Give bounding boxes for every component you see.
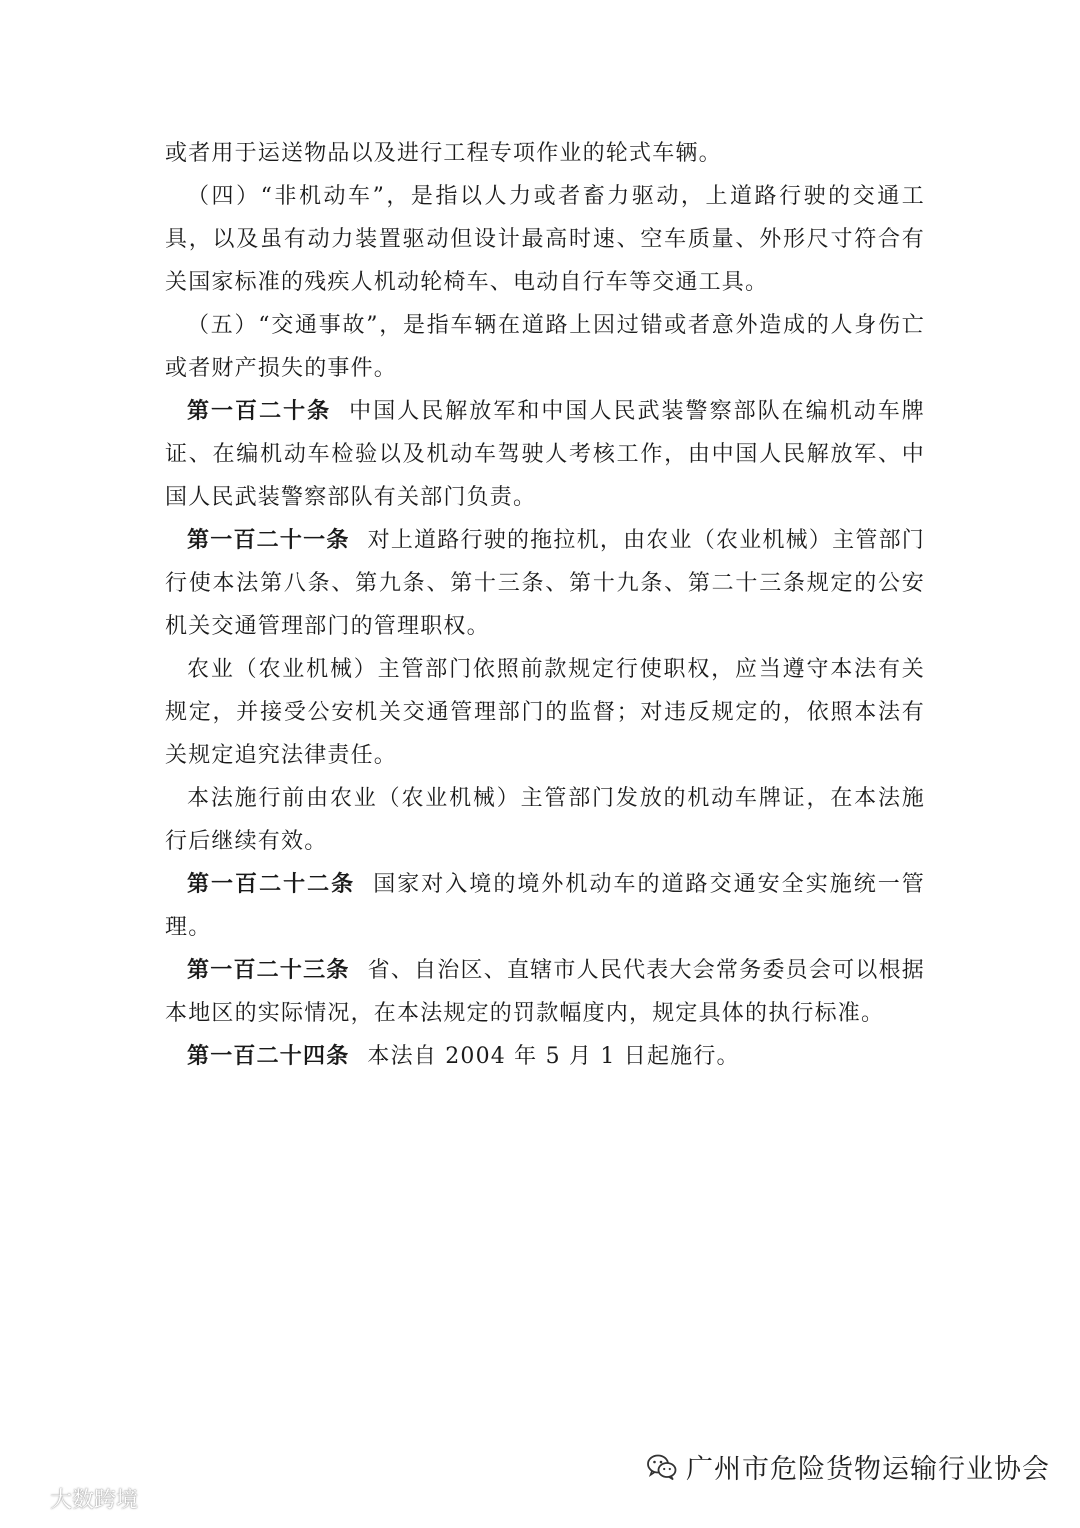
- article-number: 第一百二十三条: [187, 957, 350, 983]
- article-paragraph: [165, 863, 925, 949]
- article-number: 第一百二十一条: [187, 527, 350, 553]
- paragraph-text: 本法施行前由农业（农业机械）主管部门发放的机动车牌证，在本法施行后继续有效。: [165, 786, 925, 854]
- weibo-watermark: [6, 1483, 138, 1514]
- paragraph: [165, 777, 925, 863]
- article-paragraph: [165, 519, 925, 648]
- wechat-icon: [646, 1453, 678, 1481]
- paragraph-text: 本法自 2004 年 5 月 1 日起施行。: [367, 1044, 740, 1069]
- wechat-watermark: [646, 1447, 1050, 1486]
- document-body: [165, 132, 925, 1078]
- article-number: 第一百二十二条: [187, 871, 356, 897]
- paragraph-text: （四）“非机动车”，是指以人力或者畜力驱动，上道路行驶的交通工具，以及虽有动力装置驱动但设计最高时速、空车质量、外形尺寸符合有关国家标准的残疾人机动轮椅车、电动自行车等交通工具。: [165, 184, 925, 295]
- paragraph: [165, 648, 925, 777]
- article-number: 第一百二十条: [187, 398, 332, 424]
- paragraph: [165, 132, 925, 175]
- article-paragraph: [165, 1035, 925, 1078]
- paragraph-text: 或者用于运送物品以及进行工程专项作业的轮式车辆。: [165, 141, 722, 166]
- paragraph: [165, 304, 925, 390]
- paragraph-text: （五）“交通事故”，是指车辆在道路上因过错或者意外造成的人身伤亡或者财产损失的事件。: [165, 313, 925, 381]
- weibo-icon: [6, 1487, 46, 1511]
- article-paragraph: [165, 390, 925, 519]
- paragraph-text: 对上道路行驶的拖拉机，由农业（农业机械）主管部门行使本法第八条、第九条、第十三条、第十九条、第二十三条规定的公安机关交通管理部门的管理职权。: [165, 528, 925, 639]
- article-number: 第一百二十四条: [187, 1043, 350, 1069]
- weibo-account-name: 大数跨境: [50, 1488, 139, 1513]
- article-paragraph: [165, 949, 925, 1035]
- paragraph-text: 农业（农业机械）主管部门依照前款规定行使职权，应当遵守本法有关规定，并接受公安机关交通管理部门的监督；对违反规定的，依照本法有关规定追究法律责任。: [165, 657, 925, 768]
- paragraph-text: 省、自治区、直辖市人民代表大会常务委员会可以根据本地区的实际情况，在本法规定的罚款幅度内，规定具体的执行标准。: [165, 958, 925, 1026]
- paragraph-text: 中国人民解放军和中国人民武装警察部队在编机动车牌证、在编机动车检验以及机动车驾驶人考核工作，由中国人民解放军、中国人民武装警察部队有关部门负责。: [165, 399, 925, 510]
- paragraph-text: 国家对入境的境外机动车的道路交通安全实施统一管理。: [165, 872, 925, 940]
- paragraph: [165, 175, 925, 304]
- wechat-account-name: 广州市危险货物运输行业协会: [686, 1454, 1050, 1485]
